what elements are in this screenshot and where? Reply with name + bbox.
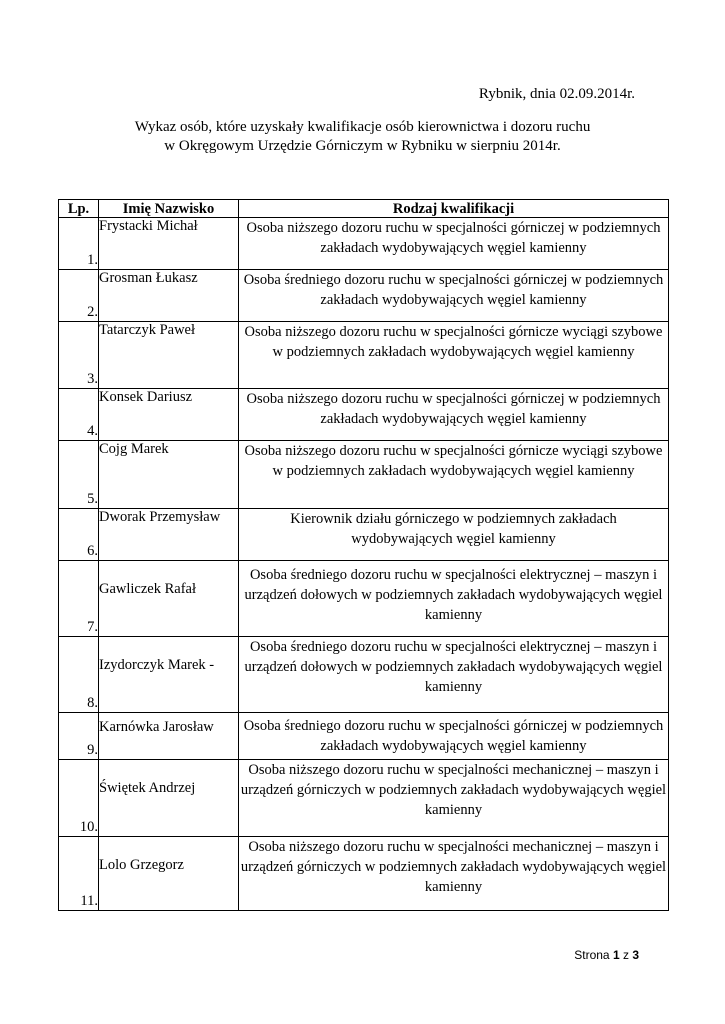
qualification-type: Osoba niższego dozoru ruchu w specjalności górniczej w podziemnych zakładach wydobywających węgiel kamienny bbox=[239, 389, 669, 441]
row-number: 2. bbox=[59, 270, 99, 322]
person-name: Świętek Andrzej bbox=[99, 760, 239, 837]
row-number: 9. bbox=[59, 713, 99, 760]
title-line-1: Wykaz osób, które uzyskały kwalifikacje osób kierownictwa i dozoru ruchu bbox=[134, 119, 591, 135]
person-name: Dworak Przemysław bbox=[99, 509, 239, 561]
page-label: Strona bbox=[574, 948, 610, 962]
row-number: 1. bbox=[59, 218, 99, 270]
qualifications-table bbox=[58, 199, 669, 911]
header-qualification: Rodzaj kwalifikacji bbox=[239, 200, 669, 218]
header-lp: Lp. bbox=[59, 200, 99, 218]
qualification-type: Osoba średniego dozoru ruchu w specjalności elektrycznej – maszyn i urządzeń dołowych w podziemnych zakładach wydobywających węgiel kamienny bbox=[239, 561, 669, 637]
person-name: Izydorczyk Marek - bbox=[99, 637, 239, 713]
person-name: Karnówka Jarosław bbox=[99, 713, 239, 760]
table-row bbox=[59, 389, 669, 441]
title-line-2: w Okręgowym Urzędzie Górniczym w Rybniku w sierpniu 2014r. bbox=[164, 138, 561, 154]
person-name: Frystacki Michał bbox=[99, 218, 239, 270]
table-row bbox=[59, 270, 669, 322]
table-row bbox=[59, 713, 669, 760]
header-name: Imię Nazwisko bbox=[99, 200, 239, 218]
row-number: 6. bbox=[59, 509, 99, 561]
page-total: 3 bbox=[632, 948, 639, 962]
row-number: 4. bbox=[59, 389, 99, 441]
row-number: 7. bbox=[59, 561, 99, 637]
table-row bbox=[59, 760, 669, 837]
qualification-type: Osoba niższego dozoru ruchu w specjalności górnicze wyciągi szybowe w podziemnych zakładach wydobywających węgiel kamienny bbox=[239, 322, 669, 389]
table-row bbox=[59, 637, 669, 713]
document-date: Rybnik, dnia 02.09.2014r. bbox=[478, 86, 635, 102]
person-name: Gawliczek Rafał bbox=[99, 561, 239, 637]
row-number: 8. bbox=[59, 637, 99, 713]
qualification-type: Osoba średniego dozoru ruchu w specjalności elektrycznej – maszyn i urządzeń dołowych w podziemnych zakładach wydobywających węgiel kamienny bbox=[239, 637, 669, 713]
table-row bbox=[59, 441, 669, 509]
person-name: Grosman Łukasz bbox=[99, 270, 239, 322]
row-number: 11. bbox=[59, 837, 99, 911]
person-name: Lolo Grzegorz bbox=[99, 837, 239, 911]
document-title bbox=[40, 118, 685, 156]
row-number: 5. bbox=[59, 441, 99, 509]
qualification-type: Osoba niższego dozoru ruchu w specjalności górniczej w podziemnych zakładach wydobywających węgiel kamienny bbox=[239, 218, 669, 270]
qualification-type: Osoba niższego dozoru ruchu w specjalności mechanicznej – maszyn i urządzeń górniczych w podziemnych zakładach wydobywających węgiel kamienny bbox=[239, 760, 669, 837]
table-header-row bbox=[59, 200, 669, 218]
qualification-type: Kierownik działu górniczego w podziemnych zakładach wydobywających węgiel kamienny bbox=[239, 509, 669, 561]
table-row bbox=[59, 218, 669, 270]
table-row bbox=[59, 837, 669, 911]
row-number: 10. bbox=[59, 760, 99, 837]
table-row bbox=[59, 561, 669, 637]
person-name: Tatarczyk Paweł bbox=[99, 322, 239, 389]
table-row bbox=[59, 322, 669, 389]
page-footer bbox=[574, 948, 639, 962]
person-name: Konsek Dariusz bbox=[99, 389, 239, 441]
row-number: 3. bbox=[59, 322, 99, 389]
page-current: 1 bbox=[612, 948, 620, 962]
person-name: Cojg Marek bbox=[99, 441, 239, 509]
qualification-type: Osoba średniego dozoru ruchu w specjalności górniczej w podziemnych zakładach wydobywających węgiel kamienny bbox=[239, 270, 669, 322]
qualification-type: Osoba niższego dozoru ruchu w specjalności mechanicznej – maszyn i urządzeń górniczych w podziemnych zakładach wydobywających węgiel kamienny bbox=[239, 837, 669, 911]
table-row bbox=[59, 509, 669, 561]
qualification-type: Osoba niższego dozoru ruchu w specjalności górnicze wyciągi szybowe w podziemnych zakładach wydobywających węgiel kamienny bbox=[239, 441, 669, 509]
qualification-type: Osoba średniego dozoru ruchu w specjalności górniczej w podziemnych zakładach wydobywających węgiel kamienny bbox=[239, 713, 669, 760]
page-of: z bbox=[622, 948, 629, 962]
